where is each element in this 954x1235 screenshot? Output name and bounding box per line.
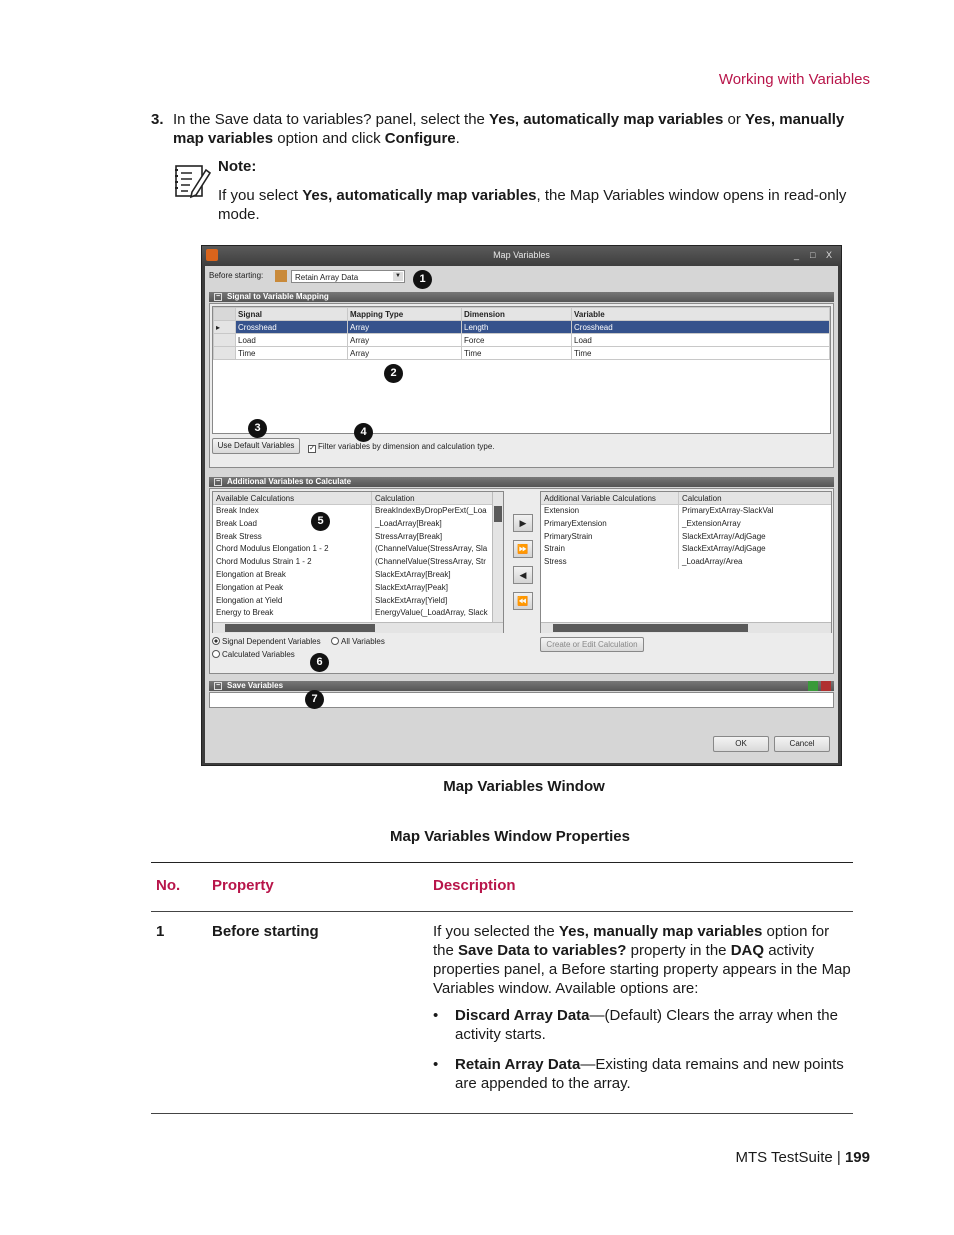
table-row[interactable]: ▸ Crosshead Array Length Crosshead: [214, 321, 830, 334]
move-left-button[interactable]: ◀: [513, 566, 533, 584]
list-item[interactable]: Stress: [544, 557, 567, 567]
close-button[interactable]: X: [826, 250, 833, 260]
table-header-rule: [151, 911, 853, 912]
bullet-icon: •: [433, 1007, 439, 1024]
delete-icon[interactable]: [821, 681, 831, 691]
window-body: [205, 266, 838, 763]
callout-3: 3: [248, 419, 267, 438]
column-header-no: No.: [156, 877, 181, 894]
list-item[interactable]: Break Load: [216, 518, 257, 528]
callout-2: 2: [384, 364, 403, 383]
selected-calculations-list[interactable]: Additional Variable Calculations Extension PrimaryExtension PrimaryStrain Strain Stress Calculation PrimaryExtArray-SlackVal _ExtensionArray SlackExtArray/AdjGage SlackExtArray/AdjGage _LoadArray/Area: [540, 491, 832, 633]
collapse-icon[interactable]: −: [215, 293, 221, 300]
filter-variables-checkbox[interactable]: ✓ Filter variables by dimension and calculation type.: [309, 442, 495, 452]
chevron-down-icon: ▼: [393, 272, 403, 281]
row-indicator-icon: ▸: [214, 321, 236, 334]
additional-section-header[interactable]: − Additional Variables to Calculate: [209, 477, 834, 487]
create-or-edit-calculation-button[interactable]: Create or Edit Calculation: [540, 637, 644, 652]
table-row[interactable]: Load Array Force Load: [214, 334, 830, 347]
vertical-scrollbar[interactable]: [492, 492, 503, 622]
row-property: Before starting: [212, 923, 319, 940]
move-right-button[interactable]: ▶: [513, 514, 533, 532]
radio-all-variables[interactable]: All Variables: [331, 637, 385, 646]
list-item[interactable]: Break Stress: [216, 531, 262, 541]
list-item[interactable]: Elongation at Break: [216, 569, 286, 579]
page-footer: MTS TestSuite | 199: [735, 1149, 870, 1166]
signal-panel: [209, 303, 834, 468]
signal-section-header[interactable]: − Signal to Variable Mapping: [209, 292, 834, 302]
list-item[interactable]: Break Index: [216, 506, 259, 515]
table-title: Map Variables Window Properties: [390, 828, 630, 845]
ok-button[interactable]: OK: [713, 736, 769, 752]
figure-caption: Map Variables Window: [443, 778, 605, 795]
note-pencil-icon: [172, 160, 212, 200]
list-item: Discard Array Data—(Default) Clears the array when the activity starts.: [455, 1007, 838, 1043]
column-header-property: Property: [212, 877, 274, 894]
minimize-button[interactable]: _: [794, 250, 800, 260]
window-title: Map Variables: [493, 250, 550, 260]
radio-signal-dependent-variables[interactable]: Signal Dependent Variables: [212, 637, 321, 646]
scrollbar-thumb[interactable]: [494, 506, 502, 522]
list-item[interactable]: Chord Modulus Elongation 1 - 2: [216, 544, 329, 554]
save-variables-panel[interactable]: [209, 692, 834, 708]
row-number: 1: [156, 923, 165, 940]
callout-4: 4: [354, 423, 373, 442]
variable-select[interactable]: Crosshead: [572, 321, 830, 334]
column-header-description: Description: [433, 877, 516, 894]
list-item[interactable]: PrimaryStrain: [544, 531, 593, 541]
list-item[interactable]: Extension: [544, 506, 580, 515]
radio-calculated-variables[interactable]: Calculated Variables: [212, 650, 295, 659]
list-item: Retain Array Data—Existing data remains and new points are appended to the array.: [455, 1056, 844, 1092]
additional-panel: [209, 488, 834, 674]
before-starting-select[interactable]: Retain Array Data ▼: [291, 270, 405, 283]
step-text: In the Save data to variables? panel, select the Yes, automatically map variables or Yes, manually map variables option and click Configure.: [173, 111, 845, 147]
collapse-icon[interactable]: −: [215, 682, 221, 689]
collapse-icon[interactable]: −: [215, 478, 221, 485]
horizontal-scrollbar[interactable]: [213, 622, 503, 633]
column-header-mapping-type[interactable]: Mapping Type: [348, 308, 462, 321]
window-titlebar: [202, 246, 841, 266]
row-description: If you selected the Yes, manually map variables option for the Save Data to variables? property in the DAQ activity properties panel, a Before starting property appears in the Map Variables window. Available options are:: [433, 923, 851, 997]
signal-mapping-grid[interactable]: [212, 306, 831, 434]
list-item[interactable]: Elongation at Yield: [216, 595, 283, 605]
list-item[interactable]: Chord Modulus Strain 1 - 2: [216, 557, 312, 567]
callout-7: 7: [305, 690, 324, 709]
table-top-rule: [151, 862, 853, 863]
column-header-signal[interactable]: Signal: [236, 308, 348, 321]
callout-5: 5: [311, 512, 330, 531]
column-header-variable[interactable]: Variable: [572, 308, 830, 321]
table-bottom-rule: [151, 1113, 853, 1114]
table-row[interactable]: Time Array Time Time: [214, 347, 830, 360]
horizontal-scrollbar[interactable]: [541, 622, 831, 633]
available-calculations-list[interactable]: Available Calculations Break Index Break Load Break Stress Chord Modulus Elongation 1 - 2 Chord Modulus Strain 1 - 2 Elongation at Break Elongation at Peak Elongation at Yield Energy to Break Calculation BreakIndexByDropPerExt(_Loa _LoadArray[Break] StressArray[Break] (ChannelValue(StressArray, Sla (ChannelValue(StressArray, Str SlackExtArray[Break] SlackExtArray[Peak] SlackExtArray[Yield] EnergyValue(_LoadArray, Slack: [212, 491, 504, 633]
maximize-button[interactable]: □: [810, 250, 816, 260]
step-number: 3.: [151, 111, 164, 128]
note-title: Note:: [218, 158, 257, 175]
column-header-calculation[interactable]: Calculation: [679, 492, 831, 505]
column-header-dimension[interactable]: Dimension: [462, 308, 572, 321]
callout-1: 1: [413, 270, 432, 289]
use-default-variables-button[interactable]: Use Default Variables: [212, 438, 300, 454]
move-all-right-button[interactable]: ⏩: [513, 540, 533, 558]
callout-6: 6: [310, 653, 329, 672]
list-item[interactable]: Strain: [544, 544, 565, 554]
list-item[interactable]: PrimaryExtension: [544, 518, 607, 528]
variable-select[interactable]: Load: [572, 334, 830, 347]
add-icon[interactable]: [808, 681, 818, 691]
move-all-left-button[interactable]: ⏪: [513, 592, 533, 610]
cancel-button[interactable]: Cancel: [774, 736, 830, 752]
note-body: If you select Yes, automatically map variables, the Map Variables window opens in read-only mode.: [218, 187, 847, 223]
page-number: 199: [844, 1149, 870, 1166]
column-header-available-calculations[interactable]: Available Calculations: [213, 492, 371, 505]
section-header-title: Working with Variables: [718, 71, 870, 88]
column-header-additional-variable-calculations[interactable]: Additional Variable Calculations: [541, 492, 678, 505]
before-starting-label: Before starting:: [209, 271, 264, 280]
list-item[interactable]: Elongation at Peak: [216, 582, 284, 592]
list-item[interactable]: Energy to Break: [216, 608, 274, 618]
bullet-icon: •: [433, 1056, 439, 1073]
column-header-calculation[interactable]: Calculation: [372, 492, 492, 505]
before-starting-icon: [275, 270, 287, 282]
map-variables-window: [201, 245, 842, 766]
variable-select[interactable]: Time: [572, 347, 830, 360]
save-variables-section-header[interactable]: − Save Variables: [209, 681, 834, 691]
row-indicator-header: [214, 308, 236, 321]
